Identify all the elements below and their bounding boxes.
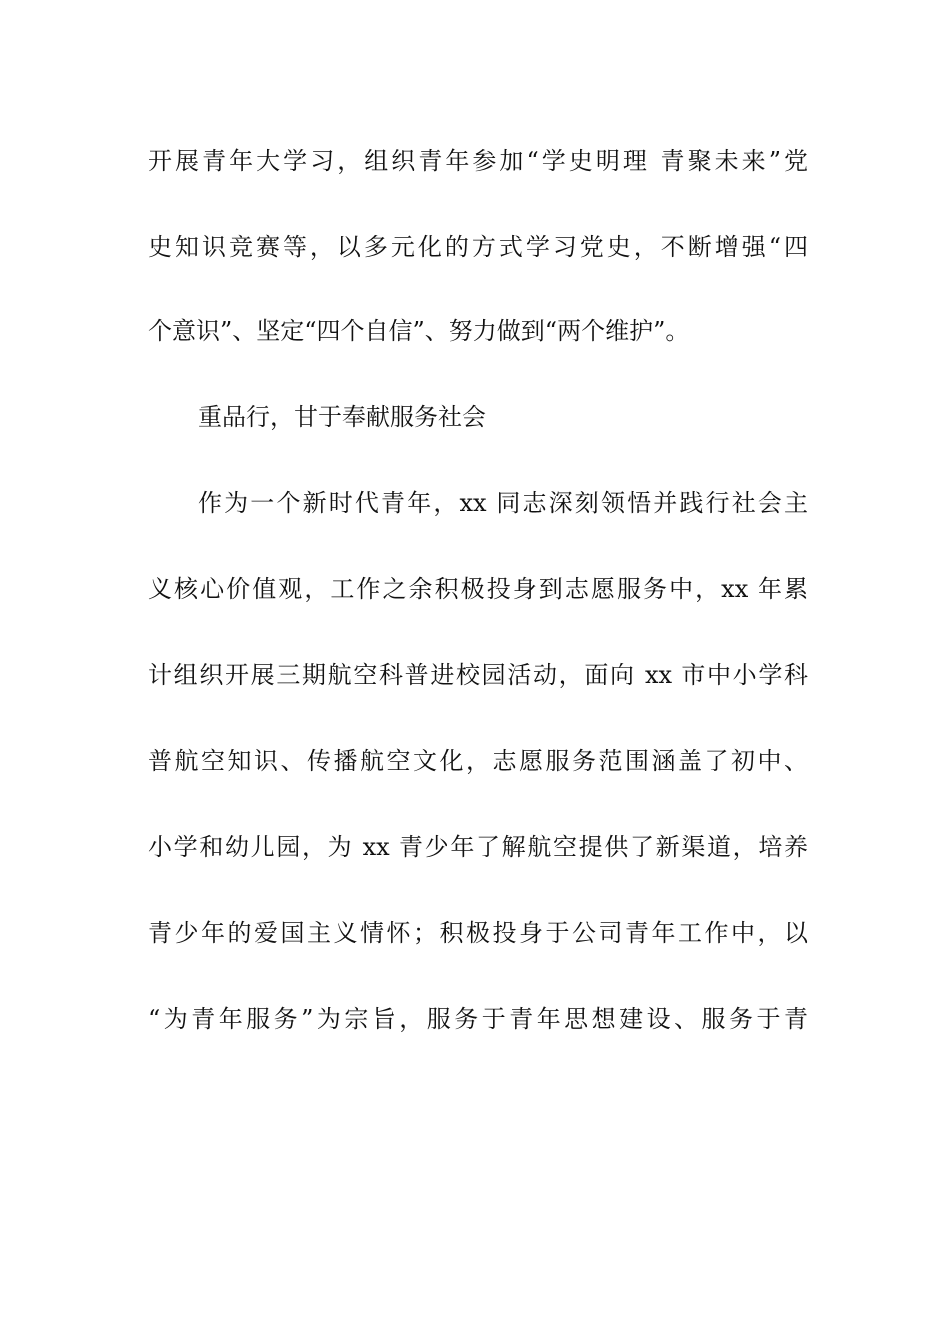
paragraph-line: 开展青年大学习，组织青年参加“学史明理 青聚未来”党 [148, 147, 808, 175]
paragraph-line: 青少年的爱国主义情怀；积极投身于公司青年工作中，以 [148, 919, 808, 947]
paragraph-line: 个意识”、坚定“四个自信”、努力做到“两个维护”。 [148, 317, 690, 345]
paragraph-line: 义核心价值观，工作之余积极投身到志愿服务中，xx 年累 [148, 575, 808, 603]
section-heading: 重品行，甘于奉献服务社会 [198, 403, 486, 431]
paragraph-line: 计组织开展三期航空科普进校园活动，面向 xx 市中小学科 [148, 661, 808, 689]
paragraph-line: 作为一个新时代青年，xx 同志深刻领悟并践行社会主 [198, 489, 808, 517]
paragraph-line: 小学和幼儿园，为 xx 青少年了解航空提供了新渠道，培养 [148, 833, 808, 861]
paragraph-line: “为青年服务”为宗旨，服务于青年思想建设、服务于青 [148, 1005, 808, 1033]
paragraph-line: 普航空知识、传播航空文化，志愿服务范围涵盖了初中、 [148, 747, 808, 775]
paragraph-line: 史知识竞赛等，以多元化的方式学习党史，不断增强“四 [148, 233, 808, 261]
